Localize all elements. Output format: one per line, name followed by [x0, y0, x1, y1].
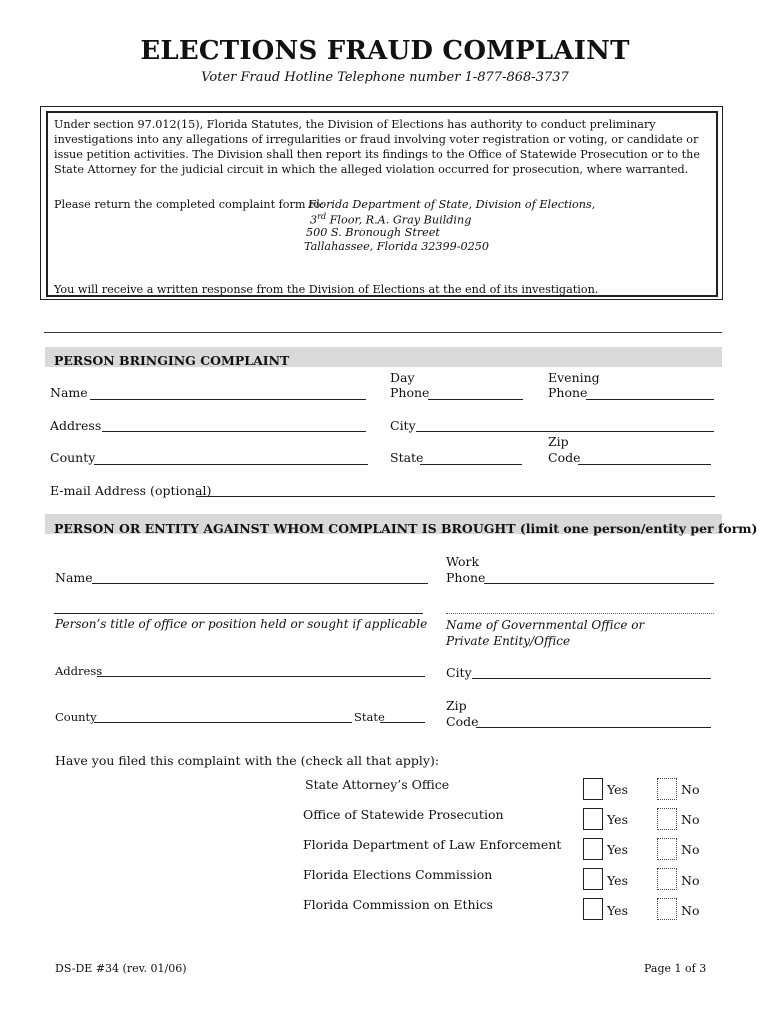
no-label: No — [681, 842, 700, 857]
return-address-line4: Tallahassee, Florida 32399-0250 — [304, 240, 490, 253]
no-checkbox[interactable] — [657, 898, 677, 920]
no-checkbox[interactable] — [657, 808, 677, 830]
respondent-name-label: Name — [55, 570, 93, 585]
respondent-phone-label: Phone — [446, 570, 486, 585]
complainant-county-field[interactable] — [94, 464, 368, 465]
yes-checkbox[interactable] — [583, 808, 603, 830]
form-title: ELECTIONS FRAUD COMPLAINT — [140, 36, 630, 66]
respondent-title-caption: Person’s title of office or position held or sought if applicable — [55, 617, 428, 631]
agency-label: State Attorney’s Office — [305, 777, 450, 792]
yes-label: Yes — [607, 842, 628, 857]
statute-paragraph: Under section 97.012(15), Florida Statutes, the Division of Elections has authority to conduct preliminary investigations into any allegations of irregularities or fraud involving voter registration or voting, or candidate or issue petition activities. The Division shall then report its findings to the Office of Statewide Prosecution or to the State Attorney for the judicial circuit in which the alleged violation occurred for prosecution, where warranted. — [54, 118, 700, 176]
respondent-work-label: Work — [446, 554, 480, 569]
no-checkbox[interactable] — [657, 778, 677, 800]
complainant-zip-field[interactable] — [578, 464, 711, 465]
respondent-section-title: PERSON OR ENTITY AGAINST WHOM COMPLAINT IS BROUGHT (limit one person/entity per form) — [54, 521, 758, 536]
yes-label: Yes — [607, 782, 628, 797]
complainant-day-phone-field[interactable] — [428, 399, 523, 400]
yes-checkbox[interactable] — [583, 898, 603, 920]
complainant-state-field[interactable] — [420, 464, 522, 465]
respondent-code-label: Code — [446, 714, 479, 729]
agency-label: Florida Elections Commission — [303, 867, 493, 882]
complainant-city-label: City — [390, 418, 416, 433]
filed-with-question: Have you filed this complaint with the (check all that apply): — [55, 753, 440, 768]
respondent-zip-label: Zip — [446, 698, 467, 713]
divider-rule — [44, 332, 722, 333]
yes-checkbox[interactable] — [583, 868, 603, 890]
no-label: No — [681, 903, 700, 918]
complainant-code-label: Code — [548, 450, 581, 465]
respondent-city-field[interactable] — [472, 678, 711, 679]
respondent-address-field[interactable] — [97, 676, 425, 677]
respondent-county-field[interactable] — [94, 722, 352, 723]
yes-checkbox[interactable] — [583, 778, 603, 800]
agency-label: Office of Statewide Prosecution — [303, 807, 504, 822]
complainant-day-phone-label: Phone — [390, 385, 430, 400]
response-note: You will receive a written response from the Division of Elections at the end of its investigation. — [54, 283, 599, 296]
yes-label: Yes — [607, 812, 628, 827]
complainant-name-field[interactable] — [90, 399, 366, 400]
agency-label: Florida Department of Law Enforcement — [303, 837, 562, 852]
respondent-office-field[interactable] — [446, 613, 714, 614]
no-label: No — [681, 812, 700, 827]
respondent-name-field[interactable] — [92, 583, 428, 584]
yes-label: Yes — [607, 903, 628, 918]
complainant-email-label: E-mail Address (optional) — [50, 483, 212, 498]
complainant-zip-label: Zip — [548, 434, 569, 449]
complainant-evening-phone-field[interactable] — [586, 399, 714, 400]
respondent-zip-field[interactable] — [476, 727, 711, 728]
yes-checkbox[interactable] — [583, 838, 603, 860]
complainant-state-label: State — [390, 450, 424, 465]
return-address-line1: Florida Department of State, Division of Elections, — [308, 198, 596, 211]
floor-ordinal: rd — [317, 212, 327, 221]
floor-number: 3 — [310, 213, 318, 227]
complainant-evening-label: Evening — [548, 370, 600, 385]
respondent-office-caption-1: Name of Governmental Office or — [446, 618, 645, 632]
return-address-line2 — [310, 212, 471, 227]
yes-label: Yes — [607, 873, 628, 888]
return-address-line3: 500 S. Bronough Street — [306, 226, 440, 239]
complainant-evening-phone-label: Phone — [548, 385, 588, 400]
respondent-county-label: County — [55, 710, 97, 724]
hotline-subtitle: Voter Fraud Hotline Telephone number 1-877-868-3737 — [201, 70, 569, 85]
respondent-address-label: Address — [55, 664, 103, 678]
complainant-county-label: County — [50, 450, 96, 465]
respondent-city-label: City — [446, 665, 472, 680]
complainant-section-title: PERSON BRINGING COMPLAINT — [54, 353, 290, 368]
complainant-day-label: Day — [390, 370, 415, 385]
respondent-title-field[interactable] — [54, 613, 423, 614]
no-label: No — [681, 782, 700, 797]
complainant-email-field[interactable] — [196, 496, 715, 497]
respondent-state-label: State — [354, 710, 385, 724]
no-checkbox[interactable] — [657, 838, 677, 860]
agency-label: Florida Commission on Ethics — [303, 897, 493, 912]
form-id: DS-DE #34 (rev. 01/06) — [55, 962, 187, 975]
respondent-office-caption-2: Private Entity/Office — [446, 634, 571, 648]
return-instructions-label: Please return the completed complaint form to: — [54, 198, 325, 211]
complainant-name-label: Name — [50, 385, 88, 400]
no-checkbox[interactable] — [657, 868, 677, 890]
page-number: Page 1 of 3 — [644, 962, 707, 975]
respondent-phone-field[interactable] — [484, 583, 714, 584]
no-label: No — [681, 873, 700, 888]
respondent-state-field[interactable] — [380, 722, 425, 723]
complainant-city-field[interactable] — [416, 431, 714, 432]
floor-building: Floor, R.A. Gray Building — [329, 213, 472, 227]
complainant-address-field[interactable] — [102, 431, 366, 432]
complainant-address-label: Address — [50, 418, 102, 433]
